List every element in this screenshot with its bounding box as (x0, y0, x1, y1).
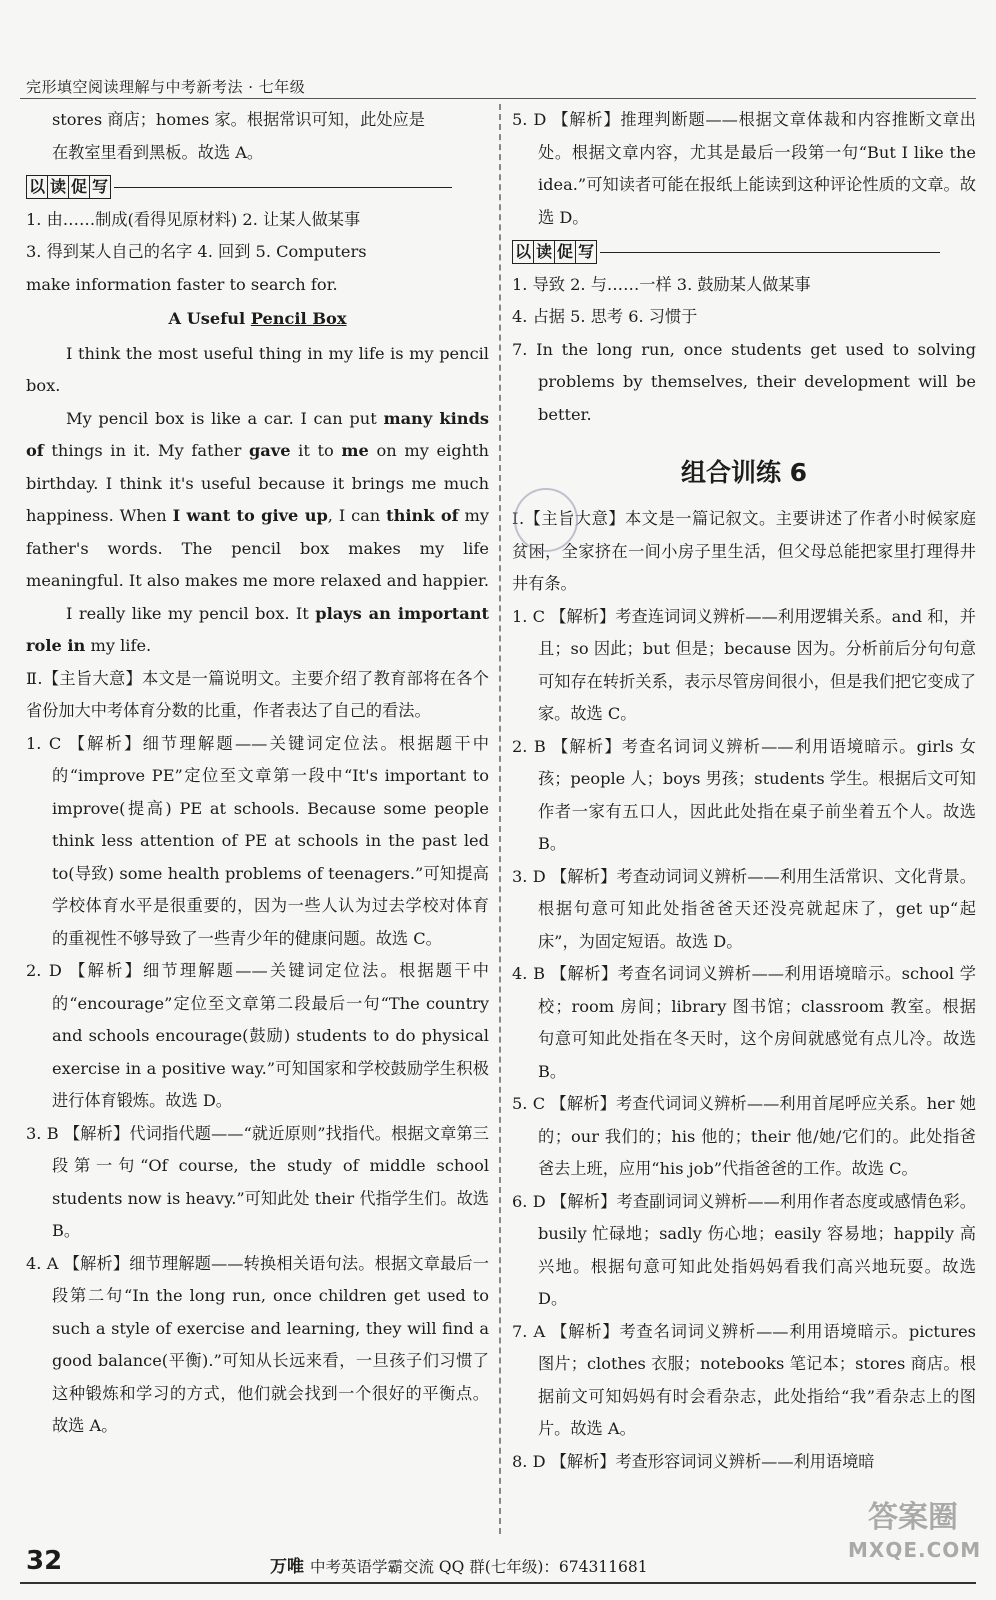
label-char: 写 (89, 175, 111, 199)
answer-explanation: 4. A 【解析】细节理解题——转换相关语句法。根据文章最后一段第二句“In the long run, once children get used to such a style of exercise and learning, they will find a good balance(平衡).”可知从长远来看，一旦孩子们习惯了这种锻炼和学习的方式，他们就会找到一个很好的平衡点。故选 A。 (26, 1253, 489, 1435)
answer-explanation: 1. C 【解析】考查连词词义辨析——利用逻辑关系。and 和，并且；so 因此；but 但是；because 因为。分析前后分句句意可知存在转折关系，表示尽管房间很小，但是我们把它变成了家。故选 C。 (512, 606, 976, 723)
label-char: 写 (575, 240, 597, 264)
section-summary: Ⅱ.【主旨大意】本文是一篇说明文。主要介绍了教育部将在各个省份加大中考体育分数的比重，作者表达了自己的看法。 (26, 668, 489, 720)
essay-text: , I can (327, 506, 387, 525)
section-label-boxes (26, 175, 110, 199)
left-column (26, 104, 489, 1443)
answer-line: 7. In the long run, once students get used to solving problems by themselves, their development will be better. (512, 339, 976, 424)
answer-line: 1. 由……制成(看得见原材料) 2. 让某人做某事 (26, 209, 361, 229)
answer-explanation: 4. B 【解析】考查名词词义辨析——利用语境暗示。school 学校；room 房间；library 图书馆；classroom 教室。根据句意可知此处指在冬天时，这个房间就感觉有点儿冷。故选 B。 (512, 964, 976, 1081)
text-line: stores 商店；homes 家。根据常识可知，此处应是 (52, 110, 425, 129)
page-footer (0, 1546, 996, 1586)
section-label-read-write (26, 169, 489, 204)
footer-text (270, 1552, 648, 1577)
header-rule (20, 98, 976, 99)
answer-explanation: 2. D 【解析】细节理解题——关键词定位法。根据题干中的“encourage”定位至文章第二段最后一句“The country and schools encourage(鼓励) students to do physical exercise in a positive way.”可知国家和学校鼓励学生积极进行体育锻炼。故选 D。 (26, 961, 489, 1110)
section-rule (114, 187, 452, 189)
footer-rule (20, 1582, 976, 1584)
label-char: 促 (554, 240, 576, 264)
column-divider (499, 104, 501, 1534)
answer-explanation: 6. D 【解析】考查副词词义辨析——利用作者态度或感情色彩。busily 忙碌地；sadly 伤心地；easily 容易地；happily 高兴地。根据句意可知此处指妈妈看我们高兴地玩耍。故选 D。 (512, 1191, 976, 1308)
footer-qq-group: 中考英语学霸交流 QQ 群(七年级)：674311681 (310, 1558, 648, 1576)
essay-paragraph-2 (26, 403, 489, 598)
essay-text: my father's words. The pencil box makes my life meaningful. It also makes me more relaxed and happier. (26, 506, 490, 590)
essay-text: it to (290, 441, 342, 460)
text-line: 在教室里看到黑板。故选 A。 (52, 142, 264, 162)
label-char: 促 (68, 175, 90, 199)
essay-paragraph-3 (26, 598, 489, 663)
label-char: 读 (533, 240, 555, 264)
essay-bold: me (341, 441, 369, 460)
answer-explanation: 1. C 【解析】细节理解题——关键词定位法。根据题干中的“improve PE”定位至文章第一段中“It's important to improve(提高) PE at schools. Because some people think less attention of PE at schools in the past led to(导致) some health problems of teenagers.”可知提高学校体育水平是很重要的，因为一些人认为过去学校对体育的重视性不够导致了一些青少年的健康问题。故选 C。 (26, 733, 489, 948)
answer-line: 1. 导致 2. 与……一样 3. 鼓励某人做某事 (512, 274, 811, 294)
label-char: 以 (512, 240, 534, 264)
answer-line: make information faster to search for. (26, 274, 338, 294)
answer-line: 4. 占据 5. 思考 6. 习惯于 (512, 307, 698, 326)
essay-bold: think of (386, 506, 459, 525)
essay-title-underlined: Pencil Box (250, 309, 347, 328)
answer-explanation: 5. D 【解析】推理判断题——根据文章体裁和内容推断文章出处。根据文章内容，尤其是最后一段第一句“But I like the idea.”可知读者可能在报纸上能读到这种评论性质的文章。故选 D。 (512, 110, 976, 227)
site-watermark (848, 1498, 982, 1594)
essay-bold: I want to give up (172, 506, 328, 525)
label-char: 以 (26, 175, 48, 199)
answer-explanation: 3. D 【解析】考查动词词义辨析——利用生活常识、文化背景。根据句意可知此处指爸爸天还没亮就起床了，get up“起床”，为固定短语。故选 D。 (512, 866, 976, 951)
answer-explanation: 3. B 【解析】代词指代题——“就近原则”找指代。根据文章第三段第一句“Of course, the study of middle school students now is heavy.”可知此处 their 代指学生们。故选 B。 (26, 1123, 489, 1240)
section-label-read-write (512, 234, 976, 269)
brand-logo: 万唯 (270, 1557, 304, 1577)
essay-text: My pencil box is like a car. I can put (66, 408, 384, 428)
section-summary: Ⅰ.【主旨大意】本文是一篇记叙文。主要讲述了作者小时候家庭贫困，全家挤在一间小房子里生活，但父母总能把家里打理得井井有条。 (512, 509, 976, 593)
essay-title (26, 303, 489, 336)
running-header: 完形填空阅读理解与中考新考法 · 七年级 (26, 78, 306, 96)
answer-explanation: 5. C 【解析】考查代词词义辨析——利用首尾呼应关系。her 她的；our 我们的；his 他的；their 他/她/它们的。此处指爸爸去上班，应用“his job”代指爸爸的工作。故选 C。 (512, 1094, 976, 1178)
faded-stamp-icon (514, 488, 578, 552)
essay-paragraph-1: I think the most useful thing in my life is my pencil box. (26, 343, 489, 395)
answer-explanation: 2. B 【解析】考查名词词义辨析——利用语境暗示。girls 女孩；people 人；boys 男孩；students 学生。根据后文可知作者一家有五口人，因此此处指在桌子前坐着五个人。故选 B。 (512, 736, 976, 853)
right-column (512, 104, 976, 1478)
essay-bold: gave (248, 441, 291, 460)
essay-text: I really like my pencil box. It (66, 603, 316, 623)
section-label-boxes (512, 240, 596, 264)
answer-line: 3. 得到某人自己的名字 4. 回到 5. Computers (26, 242, 367, 261)
essay-text: things in it. My father (43, 441, 249, 460)
watermark-logo-icon: 答案圈 (868, 1500, 958, 1535)
answer-explanation: 8. D 【解析】考查形容词词义辨析——利用语境暗 (512, 1451, 875, 1471)
group-training-title: 组合训练 6 (680, 458, 808, 487)
watermark-text: MXQE.COM (848, 1538, 982, 1562)
answer-explanation: 7. A 【解析】考查名词词义辨析——利用语境暗示。pictures 图片；clothes 衣服；notebooks 笔记本；stores 商店。根据前文可知妈妈有时会看杂志，此处指给“我”看杂志上的图片。故选 A。 (512, 1321, 976, 1438)
label-char: 读 (47, 175, 69, 199)
section-rule (600, 252, 940, 254)
essay-bold: plays an important role in (26, 603, 489, 655)
essay-text: my life. (85, 636, 152, 655)
essay-bold: many kinds of (26, 408, 490, 460)
page-number: 32 (26, 1546, 63, 1576)
essay-text: on my eighth birthday. I think it's useful because it brings me much happiness. When (26, 441, 489, 525)
essay-title-part: A Useful (168, 309, 251, 328)
